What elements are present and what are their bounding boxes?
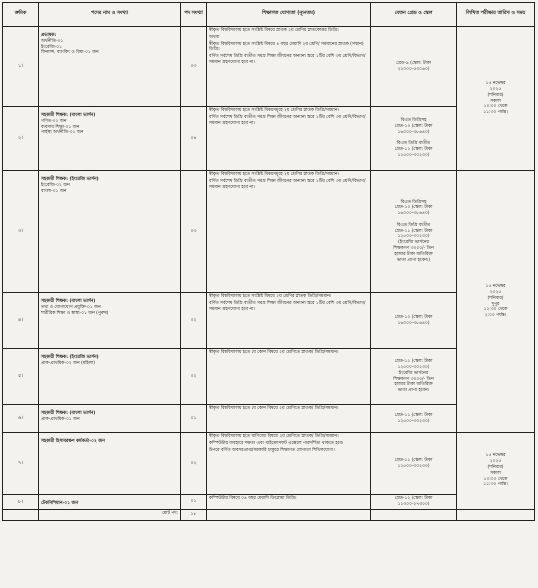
table-row xyxy=(3,433,535,495)
pay-line: ১৬০০০-৩৮৬৪০) xyxy=(397,129,430,135)
qualification-line: উপরে বর্ণিত অবসরপ্রাপ্ত/সরকারি চাকুরে শিক্ষাগত যোগ্যতা শিথিলযোগ্য। xyxy=(209,447,335,453)
exam-line: ২:০০ পর্যন্ত। xyxy=(484,313,507,319)
table-row xyxy=(3,27,535,107)
pay-line: ১৬০০০-৩৮৬৪০) xyxy=(397,320,430,326)
post-line: ইংরেজি-০১ xyxy=(41,44,62,50)
qualification-line: কম্পিউটার বিষয়ে ০৪ বছর মেয়াদি ডিপ্লোমা ডিগ্রি। xyxy=(209,496,297,501)
post-line: বাংলা-০১ জন xyxy=(41,188,67,194)
total-row xyxy=(3,509,535,520)
pay-line: ১২৫০০-৩০২৩০) xyxy=(397,418,430,424)
qualification-line: কম্পিউটার ব্যবহারে দক্ষতা এবং মাইক্রোসফট এক্সেলে পারদর্শিতা থাকতে হবে। xyxy=(209,440,344,446)
post-line: প্রাক-প্রাথমিক-০২ জন (মহিলা) xyxy=(41,360,95,366)
exam-schedule-cell xyxy=(457,27,535,171)
pay-line: ১১৩০০-২৭৩০০) xyxy=(397,501,430,507)
qualification-line: স্বীকৃত বিশ্ববিদ্যালয় হতে যে কোন বিষয়ে ২য় শ্রেণিতে স্নাতক/ ডিগ্রি/সমমান। xyxy=(209,350,339,355)
qualification-line: বর্ণিত সর্বশেষ ডিগ্রি ব্যতীত সমগ্র শিক্ষা জীবনের অন্যান্য স্তরে ১টির বেশি ৩য় শ্রেণি/বিভাগ/ সমমান গ্রহণযোগ্য হবে না। xyxy=(209,54,366,66)
post-line: প্রভাষক: xyxy=(41,33,57,38)
count-cell: ০৪ xyxy=(181,107,207,171)
pay-scale-cell xyxy=(371,171,457,293)
exam-line: সকাল xyxy=(490,470,501,476)
exam-line: (শনিবার) xyxy=(487,465,504,470)
table-row xyxy=(3,171,535,293)
pay-line: শিক্ষকগণ ৩০০০/- তিন xyxy=(393,376,434,382)
vacancy-table xyxy=(2,2,535,521)
pay-line: ভাতা প্রাপ্য হবেন।) xyxy=(396,257,431,263)
serial-cell: ৪। xyxy=(3,293,39,349)
count-cell: ০২ xyxy=(181,349,207,405)
total-value: ১৮ xyxy=(181,509,207,520)
pay-line: ১৬০০০-৩৮৬৪০) xyxy=(397,211,430,217)
exam-line: ২০২৫ xyxy=(489,86,502,92)
post-line: গণিত-০২ জন xyxy=(41,118,67,124)
header-post: পদের নাম ও সংখ্যা xyxy=(39,3,181,27)
qualification-line: স্বীকৃত বিশ্ববিদ্যালয় হতে যে কোন বিষয়ে ২য় শ্রেণিতে স্নাতক/ ডিগ্রি/সমমান। xyxy=(209,406,339,411)
post-line: প্রাক-প্রাথমিক-০১ জন xyxy=(41,416,80,422)
exam-line: ১১:৩০ পর্যন্ত। xyxy=(483,110,508,116)
post-line: সহকারী শিক্ষক: (ইংরেজি ভার্সন) xyxy=(41,177,99,182)
table-row xyxy=(3,495,535,510)
header-count: পদ সংখ্যা xyxy=(181,3,207,27)
pay-line: গ্রেড-১১ (স্কেল: টাকা xyxy=(394,412,433,418)
serial-cell: ৫। xyxy=(3,349,39,405)
qualification-line: স্বীকৃত বিশ্ববিদ্যালয় হতে সংশ্লিষ্ট বিষয়সমূহে ২য় শ্রেণির স্নাতক ডিগ্রি/সমমান। xyxy=(209,172,340,177)
exam-line: ১০:০০ থেকে xyxy=(483,104,508,110)
qualification-line: স্বীকৃত বিশ্ববিদ্যালয় হতে সংশ্লিষ্ট বিষয়ে স্নাতক ২য় শ্রেণির স্নাতকোত্তর ডিগ্রি। xyxy=(209,28,339,33)
table-row xyxy=(3,349,535,405)
pay-line: বিএড ডিগ্রি ব্যতীত xyxy=(396,141,431,147)
table-body xyxy=(3,27,535,521)
exam-line: ১৫ নভেম্বর xyxy=(485,453,506,459)
pay-scale-cell xyxy=(371,107,457,171)
qualification-cell xyxy=(207,107,371,171)
pay-line: গ্রেড-১১ (স্কেল: টাকা xyxy=(394,147,433,153)
post-line: ইংরেজি-০২ জন xyxy=(41,182,70,188)
count-cell: ০১ xyxy=(181,495,207,510)
serial-cell: ৮। xyxy=(3,495,39,510)
pay-scale-cell xyxy=(371,495,457,510)
post-line: সহকারী শিক্ষক: (বাংলা ভার্সন) xyxy=(41,411,96,416)
exam-line: ১৫ নভেম্বর xyxy=(485,81,506,87)
pay-scale-cell xyxy=(371,405,457,433)
pay-line: গ্রেড-১১ (স্কেল: টাকা xyxy=(394,457,433,463)
exam-schedule-cell xyxy=(457,433,535,510)
exam-line: ১০:০০ থেকে xyxy=(483,476,508,482)
exam-line: ১১:৩০ পর্যন্ত। xyxy=(483,482,508,488)
qualification-line: বর্ণিত সর্বশেষ ডিগ্রি ব্যতীত সমগ্র শিক্ষা জীবনের অন্যান্য স্তরে ১টির বেশি ৩য় শ্রেণি/বিভাগ/ সমমান গ্রহণযোগ্য হবে না। xyxy=(209,178,366,190)
post-cell xyxy=(39,171,181,293)
pay-line: বিএড ডিগ্রিসহ xyxy=(400,199,427,205)
post-cell xyxy=(39,27,181,107)
qualification-line: বর্ণিত সর্বশেষ ডিগ্রি ব্যতীত সমগ্র শিক্ষা জীবনের অন্যান্য স্তরে ১টির বেশি ৩য় শ্রেণি/বিভাগ/ সমমান গ্রহণযোগ্য হবে না। xyxy=(209,300,366,312)
pay-line: ইংরেজি ভার্সনের xyxy=(398,370,429,376)
table-row xyxy=(3,293,535,349)
pay-line: বিএড ডিগ্রি ব্যতীত xyxy=(396,222,431,228)
exam-line: ১৫ নভেম্বর xyxy=(485,284,506,290)
post-cell xyxy=(39,293,181,349)
post-cell xyxy=(39,495,181,510)
pay-line: গ্রেড-৯ (স্কেল: টাকা xyxy=(396,60,431,66)
table-row xyxy=(3,107,535,171)
post-line: সহকারী হিসাবরক্ষণ কর্মকর্তা-০২ জন xyxy=(41,439,105,444)
serial-cell: ১। xyxy=(3,27,39,107)
post-cell xyxy=(39,405,181,433)
pay-line: ১২৫০০-৩০২৩০) xyxy=(397,463,430,469)
pay-line: ১২৫০০-৩০২৩০) xyxy=(397,153,430,159)
table-row xyxy=(3,405,535,433)
post-line: অর্থনীতি-০১ xyxy=(41,38,64,44)
pay-scale-cell xyxy=(371,349,457,405)
pay-scale-cell xyxy=(371,433,457,495)
count-cell: ০২ xyxy=(181,293,207,349)
post-line: সহকারী শিক্ষক: (ইংরেজি ভার্সন) xyxy=(41,355,99,360)
qualification-cell xyxy=(207,293,371,349)
post-line: তথ্য ও যোগাযোগ প্রযুক্তি-০১ জন xyxy=(41,304,101,310)
serial-cell: ৭। xyxy=(3,433,39,495)
exam-line: সকাল xyxy=(490,98,501,104)
qualification-cell xyxy=(207,433,371,495)
pay-line: ২২০০০-৫৩০৬০) xyxy=(397,66,430,72)
qualification-line: অথবা xyxy=(209,34,220,40)
qualification-line: স্বীকৃত বিশ্ববিদ্যালয় হতে সংশ্লিষ্ট বিষয়সমূহে ২য় শ্রেণির স্নাতক ডিগ্রি/সমমান। xyxy=(209,108,340,113)
qualification-line: স্বীকৃত বিশ্ববিদ্যালয় হতে সংশ্লিষ্ট বিষয়ে ২য় শ্রেণির স্নাতক ডিগ্রি/সমমান। xyxy=(209,294,332,299)
count-cell: ০৩ xyxy=(181,171,207,293)
pay-scale-cell xyxy=(371,293,457,349)
pay-line: গ্রেড-১০ (স্কেল: টাকা xyxy=(394,123,433,129)
pay-line: গ্রেড-১০ (স্কেল: টাকা xyxy=(394,314,433,320)
exam-line: (শনিবার) xyxy=(487,295,504,301)
pay-line: গ্রেড-১২ (স্কেল: টাকা xyxy=(394,496,433,501)
header-row xyxy=(3,3,535,27)
pay-line: ১২৫০০-৩০২৩০) xyxy=(397,364,430,370)
pay-line: গ্রেড-১১ (স্কেল: টাকা xyxy=(394,228,433,234)
pay-line: শিক্ষকগণ ৩০০০/- তিন xyxy=(393,246,434,252)
serial-cell: ৬। xyxy=(3,405,39,433)
total-empty-cell xyxy=(457,509,535,520)
count-cell: ০৩ xyxy=(181,27,207,107)
exam-line: দুপুর xyxy=(491,301,500,307)
total-empty-cell xyxy=(371,509,457,520)
post-cell xyxy=(39,107,181,171)
post-line: শারীরিক শিক্ষা ও স্বাস্থ্য-০১ জন (পুরুষ) xyxy=(41,310,109,316)
qualification-cell xyxy=(207,349,371,405)
serial-cell: ২। xyxy=(3,107,39,171)
post-cell xyxy=(39,349,181,405)
pay-line: ১২৫০০-৩০২৩০) xyxy=(397,234,430,240)
total-empty-cell xyxy=(207,509,371,520)
pay-scale-cell xyxy=(371,27,457,107)
header-qualification: শিক্ষাগত যোগ্যতা (ন্যূনতম) xyxy=(207,3,371,27)
pay-line: ভাতা প্রাপ্য হবেন। xyxy=(397,388,430,394)
qualification-line: বর্ণিত সর্বশেষ ডিগ্রি ব্যতীত সমগ্র শিক্ষা জীবনের অন্যান্য স্তরে ১টির বেশি ৩য় শ্রেণি/বিভাগ/ সমমান গ্রহণযোগ্য হবে না। xyxy=(209,114,366,126)
total-empty-cell xyxy=(3,509,39,520)
pay-line: (ইংরেজি ভার্সনের xyxy=(398,240,429,246)
pay-line: গ্রেড-১০ (স্কেল: টাকা xyxy=(394,205,433,211)
qualification-cell xyxy=(207,495,371,510)
pay-line: হাজার টাকা অতিরিক্ত xyxy=(394,382,433,388)
total-label: মোট পদ: xyxy=(39,509,181,520)
vacancy-table-sheet xyxy=(2,2,534,521)
exam-schedule-cell xyxy=(457,171,535,433)
header-exam: লিখিত পরীক্ষার তারিখ ও সময় xyxy=(457,3,535,27)
exam-line: ২০২৫ xyxy=(489,459,502,465)
post-cell xyxy=(39,433,181,495)
count-cell: ০২ xyxy=(181,433,207,495)
post-line: সহকারী শিক্ষক: (বাংলা ভার্সন) xyxy=(41,299,96,304)
header-pay: বেতন গ্রেড ও স্কেল xyxy=(371,3,457,27)
qualification-line: স্বীকৃত বিশ্ববিদ্যালয় হতে সংশ্লিষ্ট বিষয়ে ৪ বছর মেয়াদি ২য় শ্রেণি/ সমমানের স্নাতক (সম্মান) ডিগ্রি। xyxy=(209,41,364,53)
exam-line: ১২:৩০ থেকে xyxy=(483,307,508,313)
post-line: ব্যবসায় শিক্ষা-০১ জন xyxy=(41,124,80,130)
qualification-line: স্বীকৃত বিশ্ববিদ্যালয় হতে বাণিজ্যে বিষয়ে ২য় শ্রেণিতে স্নাতক/ ডিগ্রি/সমমান। xyxy=(209,434,339,439)
qualification-cell xyxy=(207,405,371,433)
qualification-cell xyxy=(207,171,371,293)
pay-line: হাজার টাকা অতিরিক্ত xyxy=(394,251,433,257)
header-serial: ক্রমিক xyxy=(3,3,39,27)
post-line: ফিন্যান্স, ব্যাংকিং ও বিমা-০১ জন xyxy=(41,50,99,56)
exam-line: (শনিবার) xyxy=(487,92,504,98)
exam-line: ২০২৫ xyxy=(489,289,502,295)
count-cell: ০১ xyxy=(181,405,207,433)
qualification-cell xyxy=(207,27,371,107)
pay-line: গ্রেড-১১ (স্কেল: টাকা xyxy=(394,359,433,365)
post-line: গার্হস্থ্য অর্থনীতি-০১ জন xyxy=(41,130,84,136)
serial-cell: ৩। xyxy=(3,171,39,293)
post-line: টেকনিশিয়ান-০১ জন xyxy=(41,501,79,506)
post-line: সহকারী শিক্ষক: (বাংলা ভার্সন) xyxy=(41,113,96,118)
pay-line: বিএড ডিগ্রিসহ xyxy=(400,118,427,124)
